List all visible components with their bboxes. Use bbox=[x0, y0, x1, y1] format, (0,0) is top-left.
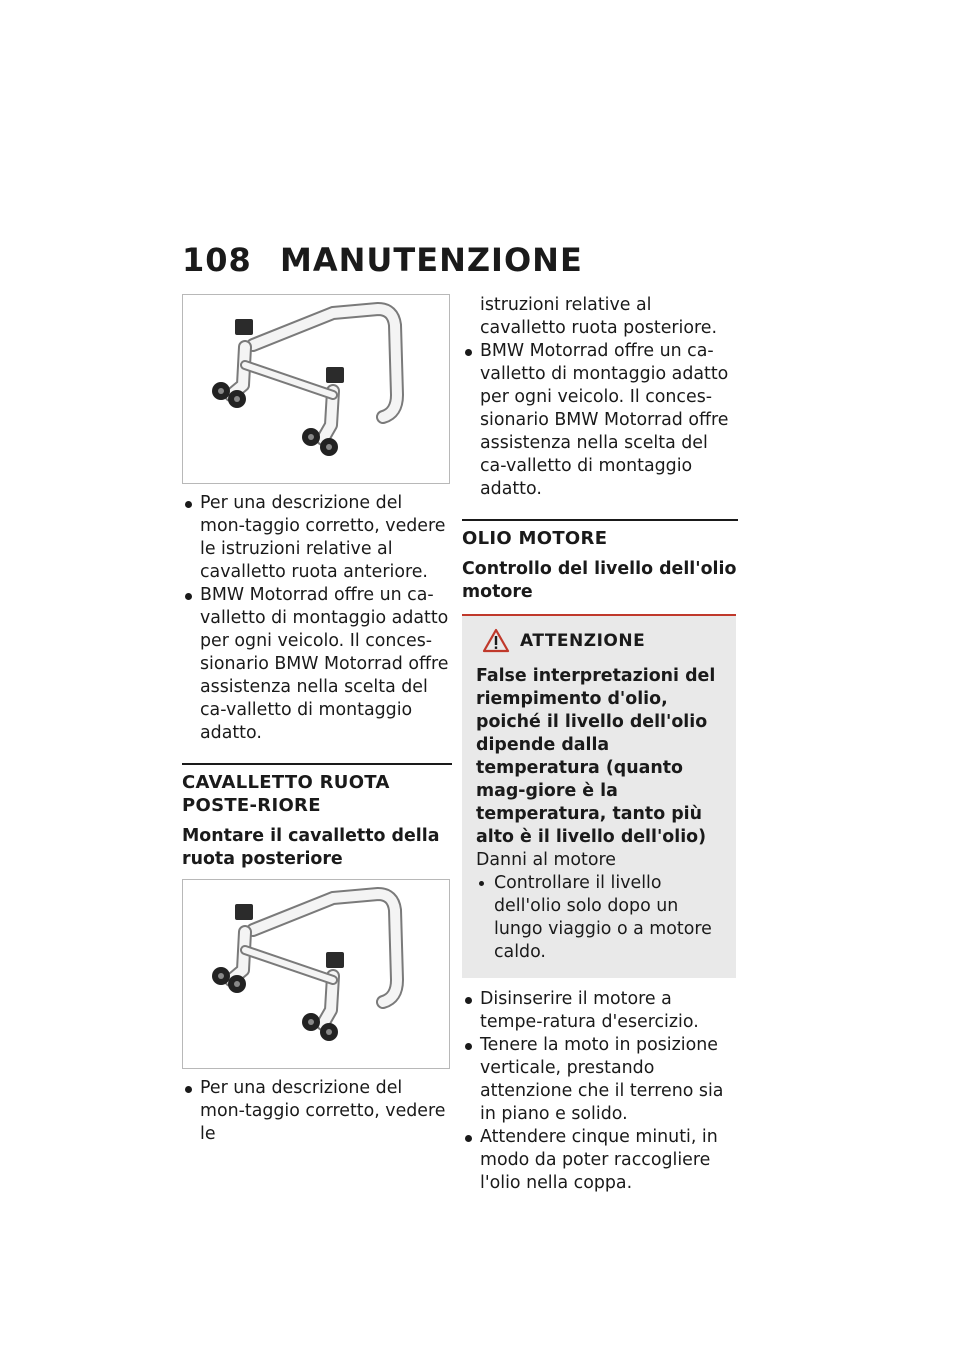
list-item: BMW Motorrad offre un ca-valletto di montaggio adatto per ogni veicolo. Il conces-sionario BMW Motorrad offre assistenza nella scelta del ca-valletto di montaggio adatto. bbox=[182, 584, 452, 745]
warning-header bbox=[482, 628, 722, 653]
bullet-dot-icon bbox=[479, 881, 484, 886]
chapter-title: MANUTENZIONE bbox=[280, 241, 583, 279]
warning-actions bbox=[476, 872, 722, 964]
bullet-list-rear bbox=[182, 1077, 452, 1146]
bullet-dot-icon bbox=[465, 1043, 472, 1050]
warning-label: ATTENZIONE bbox=[520, 630, 646, 651]
bullet-dot-icon bbox=[465, 1135, 472, 1142]
list-item: Attendere cinque minuti, in modo da poter raccogliere l'olio nella coppa. bbox=[462, 1126, 738, 1195]
bullet-dot-icon bbox=[465, 349, 472, 356]
paddock-stand-illustration bbox=[183, 295, 449, 483]
list-item: BMW Motorrad offre un ca-valletto di montaggio adatto per ogni veicolo. Il conces-sionario BMW Motorrad offre assistenza nella scelta del ca-valletto di montaggio adatto. bbox=[462, 340, 738, 501]
page-header bbox=[182, 240, 742, 280]
list-item: Per una descrizione del mon-taggio corretto, vedere le istruzioni relative al cavalletto ruota anteriore. bbox=[182, 492, 452, 584]
section-title-engine-oil: OLIO MOTORE bbox=[462, 519, 738, 550]
bullet-list-oil-steps bbox=[462, 988, 738, 1195]
list-item: Disinserire il motore a tempe-ratura d'esercizio. bbox=[462, 988, 738, 1034]
stand-figure-rear bbox=[182, 879, 450, 1069]
bullet-dot-icon bbox=[465, 997, 472, 1004]
subsection-title-oil-level: Controllo del livello dell'olio motore bbox=[462, 559, 737, 602]
subsection-title-mount-rear-stand: Montare il cavalletto della ruota posteriore bbox=[182, 826, 440, 869]
left-column bbox=[182, 294, 452, 1146]
warning-triangle-icon bbox=[482, 628, 510, 653]
bullet-list-rear-cont bbox=[462, 340, 738, 501]
bullet-list-front bbox=[182, 492, 452, 745]
section-title-rear-stand: CAVALLETTO RUOTA POSTE-RIORE bbox=[182, 763, 452, 817]
stand-figure-front bbox=[182, 294, 450, 484]
continued-text: istruzioni relative al cavalletto ruota posteriore. bbox=[480, 295, 718, 338]
bullet-dot-icon bbox=[185, 1086, 192, 1093]
warning-box bbox=[462, 614, 736, 978]
warning-consequence: Danni al motore bbox=[476, 850, 616, 870]
warning-cause: False interpretazioni del riempimento d'olio, poiché il livello dell'olio dipende dalla temperatura (quanto mag-giore è la temperatura, tanto più alto è il livello dell'olio) bbox=[476, 666, 716, 847]
paddock-stand-illustration bbox=[183, 880, 449, 1068]
list-item: Per una descrizione del mon-taggio corretto, vedere le bbox=[182, 1077, 452, 1146]
list-item: Tenere la moto in posizione verticale, prestando attenzione che il terreno sia in piano e solido. bbox=[462, 1034, 738, 1126]
bullet-dot-icon bbox=[185, 593, 192, 600]
list-item: Controllare il livello dell'olio solo dopo un lungo viaggio o a motore caldo. bbox=[476, 872, 722, 964]
page-number: 108 bbox=[182, 241, 252, 279]
right-column bbox=[462, 294, 738, 1195]
bullet-dot-icon bbox=[185, 501, 192, 508]
